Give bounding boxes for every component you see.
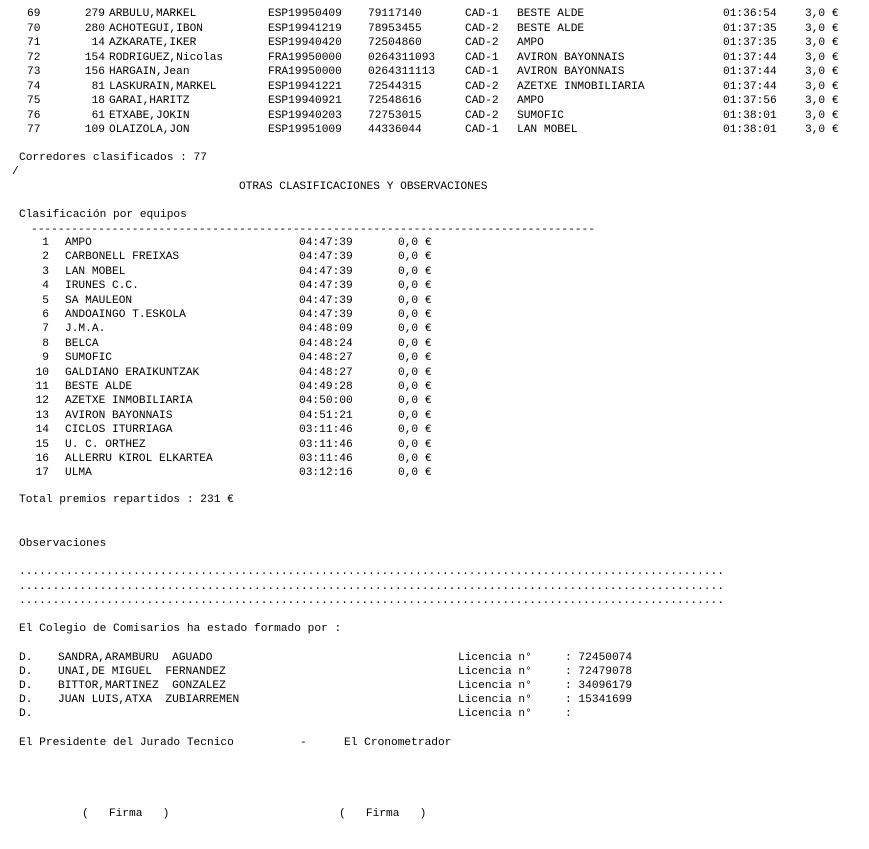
rider-license: 72753015 [368, 109, 422, 122]
team-row [0, 294, 432, 308]
rider-dorsal: 18 [91, 95, 105, 107]
rider-position: 76 [27, 109, 41, 122]
rider-time: 01:37:44 [723, 66, 777, 78]
team-prize: 0,0 € [398, 395, 432, 408]
other-classifications-title: OTRAS CLASIFICACIONES Y OBSERVACIONES [239, 181, 488, 193]
team-classification-title: Clasificación por equipos [19, 209, 187, 221]
commissioner-prefix: D. [19, 652, 33, 664]
team-row [0, 380, 432, 394]
team-time: 03:11:46 [299, 438, 353, 451]
team-time: 03:12:16 [299, 467, 353, 480]
rider-team: BESTE ALDE [517, 22, 585, 35]
rider-name: OLAIZOLA,JON [109, 124, 190, 136]
rider-name: GARAI,HARITZ [109, 95, 190, 107]
team-name: SUMOFIC [65, 352, 112, 365]
rider-team: AMPO [517, 37, 544, 49]
commissioner-row [0, 665, 633, 679]
license-label: Licencia n° [458, 694, 532, 706]
team-row [0, 438, 432, 452]
rider-category: CAD-2 [465, 22, 499, 35]
table-row [0, 65, 839, 79]
license-label: Licencia n° [458, 666, 532, 678]
rider-team: AVIRON BAYONNAIS [517, 51, 625, 64]
team-prize: 0,0 € [398, 409, 432, 422]
team-position: 6 [42, 309, 49, 321]
rider-time: 01:38:01 [723, 124, 777, 136]
team-position: 15 [35, 438, 49, 451]
rider-time: 01:37:56 [723, 95, 777, 107]
team-position: 3 [42, 265, 49, 278]
team-position: 9 [42, 352, 49, 365]
rider-license: 0264311093 [368, 51, 436, 64]
rider-license: 79117140 [368, 8, 422, 20]
team-time: 03:11:46 [299, 453, 353, 465]
commissioner-prefix: D. [19, 666, 33, 678]
rider-code: ESP19951009 [268, 124, 342, 136]
commissioner-name: UNAI,DE MIGUEL FERNANDEZ [58, 666, 226, 678]
table-row [0, 7, 839, 21]
rider-position: 75 [27, 95, 41, 107]
rider-position: 74 [27, 80, 41, 93]
team-position: 11 [35, 381, 49, 393]
team-prize: 0,0 € [398, 352, 432, 365]
team-time: 04:47:39 [299, 265, 353, 278]
rider-prize: 3,0 € [805, 8, 839, 20]
rider-category: CAD-1 [465, 51, 499, 64]
rider-name: ETXABE,JOKIN [109, 109, 190, 122]
team-name: J.M.A. [65, 323, 106, 336]
team-prize: 0,0 € [398, 467, 432, 480]
rider-code: ESP19940420 [268, 37, 342, 49]
rider-name: ACHOTEGUI,IBON [109, 22, 203, 35]
rider-position: 77 [27, 124, 41, 136]
team-name: IRUNES C.C. [65, 280, 139, 293]
rider-name: HARGAIN,Jean [109, 66, 190, 78]
rider-license: 72544315 [368, 80, 422, 93]
signature-lines [0, 807, 427, 821]
president-label: El Presidente del Jurado Tecnico [19, 737, 234, 749]
team-prize: 0,0 € [398, 309, 432, 321]
rider-prize: 3,0 € [805, 51, 839, 64]
commissioner-name: JUAN LUIS,ATXA ZUBIARREMEN [58, 694, 240, 706]
team-prize: 0,0 € [398, 280, 432, 293]
team-prize: 0,0 € [398, 424, 432, 437]
team-position: 5 [42, 294, 49, 307]
rider-team: LAN MOBEL [517, 124, 578, 136]
rider-name: LASKURAIN,MARKEL [109, 80, 217, 93]
team-position: 14 [35, 424, 49, 437]
rider-code: FRA19950000 [268, 66, 342, 78]
team-name: AVIRON BAYONNAIS [65, 409, 173, 422]
team-prize: 0,0 € [398, 381, 432, 393]
rider-code: ESP19940203 [268, 109, 342, 122]
team-time: 04:47:39 [299, 294, 353, 307]
team-prize: 0,0 € [398, 337, 432, 350]
timekeeper-label: El Cronometrador [344, 737, 452, 749]
team-position: 2 [42, 251, 49, 264]
rider-name: ARBULU,MARKEL [109, 8, 197, 20]
team-name: U. C. ORTHEZ [65, 438, 146, 451]
team-row [0, 366, 432, 380]
team-position: 4 [42, 280, 49, 293]
rider-category: CAD-2 [465, 80, 499, 93]
rider-category: CAD-2 [465, 37, 499, 49]
classified-count: Corredores clasificados : 77 [19, 152, 207, 164]
license-number: : 34096179 [565, 680, 633, 692]
observations-title: Observaciones [19, 538, 107, 550]
team-name: ANDOAINGO T.ESKOLA [65, 309, 186, 321]
license-label: Licencia n° [458, 652, 532, 664]
rider-code: ESP19941219 [268, 22, 342, 35]
rider-team: SUMOFIC [517, 109, 564, 122]
observations-dotted-line: ......................................................................................................... [19, 595, 724, 607]
team-time: 04:48:27 [299, 352, 353, 365]
table-row [0, 51, 839, 65]
team-time: 04:48:09 [299, 323, 353, 336]
team-prize: 0,0 € [398, 265, 432, 278]
rider-name: AZKARATE,IKER [109, 37, 197, 49]
team-name: ULMA [65, 467, 92, 480]
rider-prize: 3,0 € [805, 80, 839, 93]
rider-dorsal: 109 [84, 124, 105, 136]
commissioner-prefix: D. [19, 708, 33, 720]
team-position: 17 [35, 467, 49, 480]
signature-labels [0, 736, 452, 750]
team-name: BELCA [65, 337, 99, 350]
rider-time: 01:37:44 [723, 51, 777, 64]
rider-code: ESP19950409 [268, 8, 342, 20]
signature-right: ( Firma ) [339, 808, 427, 820]
license-label: Licencia n° [458, 708, 532, 720]
team-position: 16 [35, 453, 49, 465]
team-row [0, 322, 432, 336]
rider-time: 01:36:54 [723, 8, 777, 20]
team-position: 10 [35, 366, 49, 379]
team-row [0, 250, 432, 264]
team-time: 04:47:39 [299, 280, 353, 293]
team-row [0, 409, 432, 423]
commissioner-prefix: D. [19, 680, 33, 692]
rider-code: ESP19941221 [268, 80, 342, 93]
rider-time: 01:37:35 [723, 22, 777, 35]
team-time: 04:47:39 [299, 237, 353, 249]
rider-time: 01:38:01 [723, 109, 777, 122]
rider-dorsal: 14 [91, 37, 105, 49]
rider-dorsal: 156 [84, 66, 105, 78]
rider-position: 70 [27, 22, 41, 35]
team-row [0, 423, 432, 437]
observations-dotted-line: ......................................................................................................... [19, 581, 724, 593]
team-position: 8 [42, 337, 49, 350]
team-time: 03:11:46 [299, 424, 353, 437]
team-prize: 0,0 € [398, 237, 432, 249]
team-time: 04:51:21 [299, 409, 353, 422]
rider-position: 71 [27, 37, 41, 49]
team-time: 04:47:39 [299, 251, 353, 264]
rider-license: 0264311113 [368, 66, 436, 78]
team-name: SA MAULEON [65, 294, 133, 307]
rider-name: RODRIGUEZ,Nicolas [109, 51, 224, 64]
team-position: 13 [35, 409, 49, 422]
rider-team: AMPO [517, 95, 544, 107]
rider-prize: 3,0 € [805, 109, 839, 122]
team-row [0, 236, 432, 250]
license-number: : 72450074 [565, 652, 633, 664]
rider-code: ESP19940921 [268, 95, 342, 107]
rider-prize: 3,0 € [805, 37, 839, 49]
rider-dorsal: 154 [84, 51, 105, 64]
rider-license: 72504860 [368, 37, 422, 49]
table-row [0, 123, 839, 137]
team-prize: 0,0 € [398, 438, 432, 451]
rider-prize: 3,0 € [805, 124, 839, 136]
team-time: 04:50:00 [299, 395, 353, 408]
rider-position: 72 [27, 51, 41, 64]
rider-license: 78953455 [368, 22, 422, 35]
rider-dorsal: 61 [91, 109, 105, 122]
dash-divider: ------------------------------------------------------------------------------------ [31, 224, 595, 236]
team-time: 04:47:39 [299, 309, 353, 321]
team-prize: 0,0 € [398, 294, 432, 307]
team-position: 7 [42, 323, 49, 336]
rider-dorsal: 279 [84, 8, 105, 20]
rider-license: 44336044 [368, 124, 422, 136]
table-row [0, 36, 839, 50]
license-number: : 15341699 [565, 694, 633, 706]
commissioner-name: SANDRA,ARAMBURU AGUADO [58, 652, 213, 664]
college-title: El Colegio de Comisarios ha estado formado por : [19, 623, 342, 635]
rider-category: CAD-1 [465, 124, 499, 136]
team-prize: 0,0 € [398, 453, 432, 465]
commissioner-prefix: D. [19, 694, 33, 706]
table-row [0, 80, 839, 94]
rider-team: AZETXE INMOBILIARIA [517, 80, 645, 93]
slash-mark: / [12, 166, 19, 178]
team-name: ALLERRU KIROL ELKARTEA [65, 453, 213, 465]
team-name: CICLOS ITURRIAGA [65, 424, 173, 437]
team-prize: 0,0 € [398, 251, 432, 264]
rider-team: AVIRON BAYONNAIS [517, 66, 625, 78]
commissioner-name: BITTOR,MARTINEZ GONZALEZ [58, 680, 226, 692]
total-prizes: Total premios repartidos : 231 € [19, 494, 234, 506]
rider-category: CAD-2 [465, 95, 499, 107]
rider-time: 01:37:44 [723, 80, 777, 93]
rider-position: 69 [27, 8, 41, 20]
rider-prize: 3,0 € [805, 95, 839, 107]
license-label: Licencia n° [458, 680, 532, 692]
rider-prize: 3,0 € [805, 66, 839, 78]
team-row [0, 337, 432, 351]
team-name: AZETXE INMOBILIARIA [65, 395, 193, 408]
team-time: 04:49:28 [299, 381, 353, 393]
team-name: GALDIANO ERAIKUNTZAK [65, 366, 200, 379]
team-position: 1 [42, 237, 49, 249]
team-row [0, 265, 432, 279]
team-row [0, 279, 432, 293]
commissioner-row [0, 693, 633, 707]
team-name: BESTE ALDE [65, 381, 133, 393]
license-number: : [565, 708, 572, 720]
commissioner-row [0, 679, 633, 693]
rider-team: BESTE ALDE [517, 8, 585, 20]
license-number: : 72479078 [565, 666, 633, 678]
team-time: 04:48:24 [299, 337, 353, 350]
observations-dotted-line: ......................................................................................................... [19, 566, 724, 578]
rider-dorsal: 81 [91, 80, 105, 93]
team-row [0, 308, 432, 322]
signature-separator: - [300, 737, 307, 749]
rider-code: FRA19950000 [268, 51, 342, 64]
team-time: 04:48:27 [299, 366, 353, 379]
table-row [0, 94, 839, 108]
team-prize: 0,0 € [398, 366, 432, 379]
team-row [0, 466, 432, 480]
rider-license: 72548616 [368, 95, 422, 107]
commissioner-row [0, 707, 572, 721]
rider-category: CAD-2 [465, 109, 499, 122]
team-row [0, 394, 432, 408]
team-name: CARBONELL FREIXAS [65, 251, 180, 264]
rider-time: 01:37:35 [723, 37, 777, 49]
rider-dorsal: 280 [84, 22, 105, 35]
team-row [0, 452, 432, 466]
team-row [0, 351, 432, 365]
signature-left: ( Firma ) [82, 808, 170, 820]
rider-category: CAD-1 [465, 8, 499, 20]
rider-category: CAD-1 [465, 66, 499, 78]
team-prize: 0,0 € [398, 323, 432, 336]
team-name: AMPO [65, 237, 92, 249]
table-row [0, 22, 839, 36]
rider-prize: 3,0 € [805, 22, 839, 35]
rider-position: 73 [27, 66, 41, 78]
team-position: 12 [35, 395, 49, 408]
table-row [0, 109, 839, 123]
commissioner-row [0, 651, 633, 665]
team-name: LAN MOBEL [65, 265, 126, 278]
